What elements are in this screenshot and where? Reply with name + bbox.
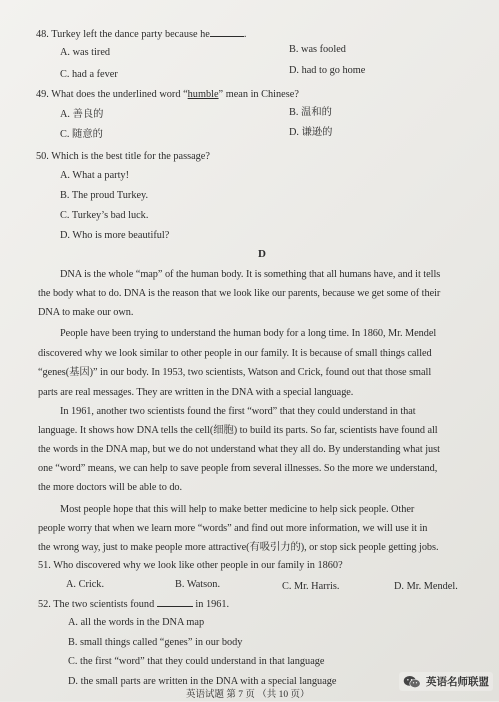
q48-option-a: A. was tired (60, 47, 111, 58)
passage-line: People have been trying to understand the human body for a long time. In 1860, Mr. Mendel (60, 328, 437, 339)
q48-option-c: C. had a fever (60, 69, 118, 80)
question-52-text: 52. The two scientists found (38, 599, 155, 610)
section-title: D (258, 248, 266, 260)
q52-option-a: A. all the words in the DNA map (68, 617, 205, 628)
underlined-word: humble (187, 89, 219, 100)
passage-line: the words in the DNA map, but we do not understand what they all do. By understanding what just (38, 444, 440, 455)
question-48-text: 48. Turkey left the dance party because he (36, 29, 210, 40)
question-48-stem (36, 27, 246, 41)
passage-line: DNA is the whole “map” of the human body. It is something that all humans have, and it tells (60, 269, 441, 280)
q49-option-d: D. 谦逊的 (289, 127, 333, 138)
answer-blank (210, 27, 244, 37)
question-50-stem: 50. Which is the best title for the passage? (36, 151, 210, 162)
passage-line: “genes(基因)” in our body. In 1953, two scientists, Watson and Crick, found out that those small (38, 367, 432, 378)
question-52-end: in 1961. (195, 599, 230, 610)
question-48-end: . (243, 29, 247, 40)
watermark (399, 672, 493, 691)
watermark-text: 英语名师联盟 (426, 676, 489, 688)
q51-option-d: D. Mr. Mendel. (394, 581, 458, 592)
question-51-stem: 51. Who discovered why we look like other people in our family in 1860? (38, 560, 343, 571)
page-footer: 英语试题 第 7 页 （共 10 页） (186, 690, 310, 700)
q50-option-c: C. Turkey’s bad luck. (60, 210, 149, 221)
q52-option-d: D. the small parts are written in the DNA with a special language (68, 676, 337, 687)
passage-line: the wrong way, just to make people more attractive(有吸引力的), or stop sick people getting jobs. (38, 542, 439, 553)
question-49-stem (36, 88, 299, 101)
q50-option-d: D. Who is more beautiful? (60, 230, 170, 241)
passage-line: language. It shows how DNA tells the cell(细胞) to build its parts. So far, scientists have found all (38, 425, 438, 436)
question-49-text: 49. What does the underlined word “ (36, 89, 188, 100)
q51-option-c: C. Mr. Harris. (282, 581, 340, 592)
passage-line: In 1961, another two scientists found the first “word” that they could understand in that (60, 406, 416, 417)
question-49-end: ” mean in Chinese? (218, 89, 299, 100)
q50-option-b: B. The proud Turkey. (60, 190, 149, 201)
q52-option-b: B. small things called “genes” in our body (68, 637, 243, 648)
passage-line: Most people hope that this will help to make better medicine to help sick people. Other (60, 504, 415, 515)
passage-line: people worry that when we learn more “words” and find out more information, we will use it in (38, 523, 428, 534)
q51-option-a: A. Crick. (66, 579, 105, 590)
q48-option-b: B. was fooled (289, 44, 346, 55)
q49-option-a: A. 善良的 (60, 109, 104, 120)
passage-line: discovered why we look similar to other people in our family. It is because of small things called (38, 348, 432, 359)
q49-option-c: C. 随意的 (60, 129, 103, 140)
wechat-icon (403, 675, 421, 689)
answer-blank (157, 597, 193, 607)
q52-option-c: C. the first “word” that they could understand in that language (68, 656, 325, 667)
q51-option-b: B. Watson. (175, 579, 221, 590)
passage-line: parts are real messages. They are written in the DNA with a special language. (38, 387, 354, 398)
q48-option-d: D. had to go home (289, 65, 366, 76)
question-52-stem (38, 597, 229, 611)
passage-line: the body what to do. DNA is the reason that we look like our parents, because we get some of their (38, 288, 441, 299)
passage-line: the more doctors will be able to do. (38, 482, 183, 493)
passage-line: one “word” means, we can help to save people from several illnesses. So the more we understand, (38, 463, 438, 474)
q50-option-a: A. What a party! (60, 170, 130, 181)
q49-option-b: B. 温和的 (289, 107, 332, 118)
passage-line: DNA to make our own. (38, 307, 134, 318)
